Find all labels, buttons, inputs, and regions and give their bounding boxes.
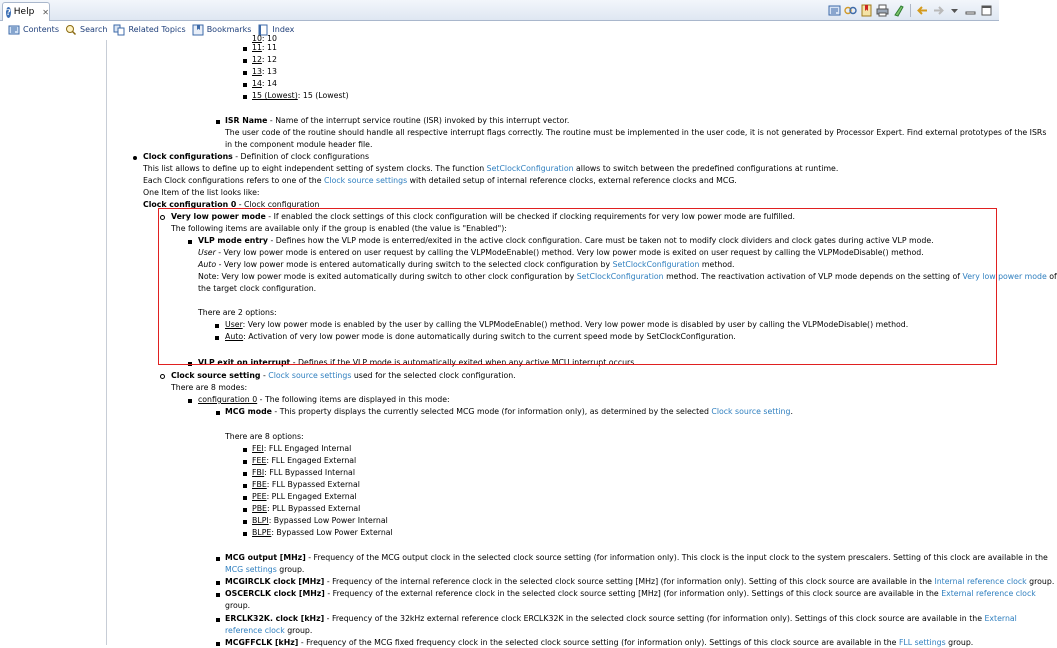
- list-bullet: [133, 156, 137, 160]
- list-item: 13: 13: [252, 67, 277, 76]
- paragraph: the target clock configuration.: [198, 284, 317, 293]
- external-reference-clock-link[interactable]: External: [984, 614, 1017, 623]
- list-bullet: [243, 95, 247, 99]
- list-item: FBE: FLL Bypassed External: [252, 480, 360, 489]
- oscerclk-item: OSCERCLK clock [MHz] - Frequency of the external reference clock in the selected clock source setting [MHz] (for information only). Settings of this clock source are available in the External reference clock: [225, 589, 1036, 598]
- list-item: FEE: FLL Engaged External: [252, 456, 357, 465]
- clock-source-settings-link[interactable]: Clock source settings: [268, 371, 352, 380]
- nav-search-label: Search: [79, 25, 108, 34]
- paragraph: MCG settings group.: [225, 565, 305, 574]
- paragraph: There are 2 options:: [198, 308, 277, 317]
- list-bullet: [243, 532, 247, 536]
- list-item: BLPE: Bypassed Low Power External: [252, 528, 393, 537]
- paragraph: User - Very low power mode is entered on user request by calling the VLPModeEnable() method. Very low power mode is exited on user request by calling the VLPModeDisable() method.: [198, 248, 924, 257]
- tab-title: Help: [13, 7, 35, 17]
- list-item: 14: 14: [252, 79, 277, 88]
- list-item: 11: 11: [252, 43, 277, 52]
- list-bullet: [243, 472, 247, 476]
- mcg-output-item: MCG output [MHz] - Frequency of the MCG output clock in the selected clock source setting (for information only). This clock is the input clock to the system prescalers. Setting of this clock are available in the: [225, 553, 1048, 562]
- list-bullet: [243, 71, 247, 75]
- vlp-exit-on-interrupt-item: VLP exit on interrupt - Defines if the VLP mode is automatically exited when any active MCU interrupt occurs.: [198, 358, 637, 367]
- paragraph: Clock configuration 0 - Clock configuration: [143, 200, 320, 209]
- list-bullet: [216, 618, 220, 622]
- help-icon: ?: [6, 6, 11, 17]
- list-item: Auto: Activation of very low power mode is done automatically during switch to the current speed mode by SetClockConfiguration.: [225, 332, 736, 341]
- vlp-mode-entry-item: VLP mode entry - Defines how the VLP mode is enterred/exited in the active clock configuration. Care must be taken not to modify clock dividers and clock gates during active VLP mode.: [198, 236, 934, 245]
- erclk32k-item: ERCLK32K. clock [kHz] - Frequency of the 32kHz external reference clock ERCLK32K in the selected clock source setting (for information only). Settings of this clock source are available in the External: [225, 614, 1017, 623]
- list-item: User: Very low power mode is enabled by the user by calling the VLPModeEnable() method. Very low power mode is disabled by user by calling the VLPModeDisable() method.: [225, 320, 909, 329]
- list-bullet: [216, 642, 220, 646]
- list-bullet: [216, 581, 220, 585]
- list-bullet: [188, 399, 192, 403]
- list-bullet: [243, 484, 247, 488]
- list-item: FBI: FLL Bypassed Internal: [252, 468, 355, 477]
- clock-source-setting-item: Clock source setting - Clock source settings used for the selected clock configuration.: [171, 371, 516, 380]
- list-bullet: [243, 460, 247, 464]
- list-bullet: [243, 83, 247, 87]
- setclockconfiguration-link[interactable]: SetClockConfiguration: [486, 164, 574, 173]
- setclockconfiguration-link[interactable]: SetClockConfiguration: [612, 260, 700, 269]
- clock-source-setting-link[interactable]: Clock source setting: [711, 407, 791, 416]
- list-bullet: [160, 374, 165, 379]
- external-reference-clock-link[interactable]: reference clock: [225, 626, 285, 635]
- isr-name-item: ISR Name - Name of the interrupt service routine (ISR) invoked by this interrupt vector.: [225, 116, 570, 125]
- list-bullet: [243, 59, 247, 63]
- nav-contents-label: Contents: [23, 25, 59, 34]
- nav-related-topics-label: Related Topics: [128, 25, 186, 34]
- mcgirclk-item: MCGIRCLK clock [MHz] - Frequency of the internal reference clock in the selected clock source setting [MHz] (for information only). Setting of this clock source are available in the Internal reference clock group.: [225, 577, 1055, 586]
- very-low-power-mode-link[interactable]: Very low power mode: [962, 272, 1047, 281]
- paragraph: One Item of the list looks like:: [143, 188, 260, 197]
- list-item: 12: 12: [252, 55, 277, 64]
- paragraph: Auto - Very low power mode is entered automatically during switch to the selected clock configuration by SetClockConfiguration method.: [198, 260, 735, 269]
- close-icon[interactable]: ✕: [42, 7, 49, 17]
- list-bullet: [243, 448, 247, 452]
- paragraph: Note: Very low power mode is exited automatically during switch to other clock configuration by SetClockConfiguration method. The reactivation activation of VLP mode depends on the setting of Very low power mode of: [198, 272, 1057, 281]
- list-bullet: [216, 557, 220, 561]
- paragraph: There are 8 modes:: [171, 383, 248, 392]
- mcgffclk-item: MCGFFCLK [kHz] - Frequency of the MCG fixed frequency clock in the selected clock source setting (for information only). Settings of this clock source are available in the FLL settings group.: [225, 638, 974, 647]
- mcg-mode-item: MCG mode - This property displays the currently selected MCG mode (for information only), as determined by the selected Clock source setting.: [225, 407, 793, 416]
- paragraph: reference clock group.: [225, 626, 313, 635]
- list-item: BLPI: Bypassed Low Power Internal: [252, 516, 388, 525]
- clipped-line: 10: 10: [252, 34, 277, 43]
- paragraph: This list allows to define up to eight independent setting of system clocks. The function SetClockConfiguration allows to switch between the predefined configurations at runtime.: [143, 164, 839, 173]
- paragraph: There are 8 options:: [225, 432, 304, 441]
- list-bullet: [243, 508, 247, 512]
- paragraph: The user code of the routine should handle all respective interrupt flags correctly. The routine must be implemented in the user code, it is not generated by Processor Expert. Find external prototypes of the ISRs: [225, 128, 1047, 137]
- paragraph: group.: [225, 601, 251, 610]
- very-low-power-mode-item: Very low power mode - If enabled the clock settings of this clock configuration will be checked if clocking requirements for very low power mode are fulfilled.: [171, 212, 795, 221]
- list-bullet: [216, 120, 220, 124]
- list-bullet: [243, 496, 247, 500]
- clock-configurations-item: Clock configurations - Definition of clock configurations: [143, 152, 370, 161]
- list-item: PBE: PLL Bypassed External: [252, 504, 361, 513]
- configuration-0-item: configuration 0 - The following items are displayed in this mode:: [198, 395, 450, 404]
- highlight-rectangle: [158, 208, 997, 365]
- external-reference-clock-link[interactable]: External reference clock: [941, 589, 1036, 598]
- nav-index-label: Index: [272, 25, 295, 34]
- list-bullet: [243, 47, 247, 51]
- list-item: PEE: PLL Engaged External: [252, 492, 357, 501]
- list-bullet: [216, 593, 220, 597]
- list-item: 15 (Lowest): 15 (Lowest): [252, 91, 349, 100]
- paragraph: The following items are available only if the group is enabled (the value is "Enabled"):: [171, 224, 507, 233]
- mcg-settings-link[interactable]: MCG settings: [225, 565, 277, 574]
- paragraph: in the component module header file.: [225, 140, 373, 149]
- internal-reference-clock-link[interactable]: Internal reference clock: [934, 577, 1027, 586]
- paragraph: Each Clock configurations refers to one of the Clock source settings with detailed setup of internal reference clocks, external reference clocks and MCG.: [143, 176, 737, 185]
- clock-source-settings-link[interactable]: Clock source settings: [324, 176, 408, 185]
- setclockconfiguration-link[interactable]: SetClockConfiguration: [576, 272, 664, 281]
- list-item: FEI: FLL Engaged Internal: [252, 444, 352, 453]
- list-bullet: [243, 520, 247, 524]
- list-bullet: [216, 411, 220, 415]
- nav-bookmarks-label: Bookmarks: [206, 25, 252, 34]
- fll-settings-link[interactable]: FLL settings: [898, 638, 946, 647]
